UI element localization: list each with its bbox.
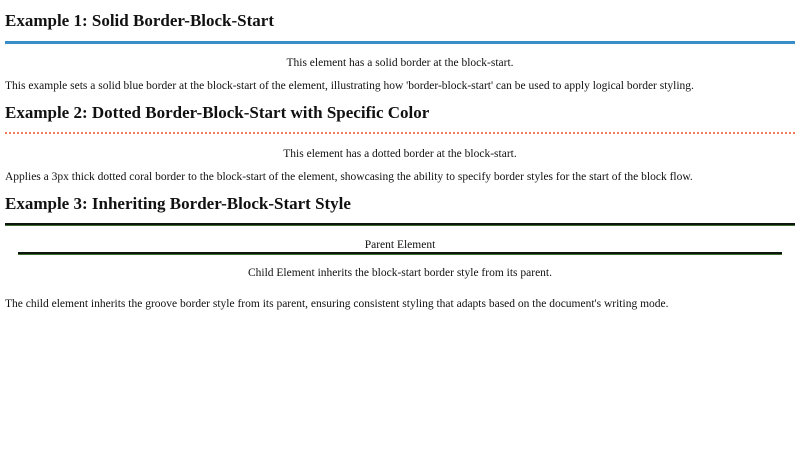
child-element-box — [18, 252, 782, 280]
example-2-description: Applies a 3px thick dotted coral border to the block-start of the element, showcasing the ability to specify border styles for the start of the block flow. — [5, 171, 693, 183]
child-element-text: Child Element inherits the block-start border style from its parent. — [247, 267, 553, 279]
example-3-heading: Example 3: Inheriting Border-Block-Start Style — [5, 194, 351, 213]
parent-element-label: Parent Element — [364, 239, 436, 251]
solid-border-demo-box — [5, 41, 795, 70]
example-3-description: The child element inherits the groove border style from its parent, ensuring consistent styling that adapts based on the document's writing mode. — [5, 298, 669, 310]
solid-border-demo-text: This element has a solid border at the block-start. — [286, 57, 514, 69]
example-1-description: This example sets a solid blue border at the block-start of the element, illustrating how 'border-block-start' can be used to apply logical border styling. — [5, 80, 694, 92]
parent-element-box — [5, 223, 795, 280]
dotted-border-demo-box — [5, 132, 795, 161]
example-2-heading: Example 2: Dotted Border-Block-Start with Specific Color — [5, 103, 430, 122]
example-1-heading: Example 1: Solid Border-Block-Start — [5, 11, 274, 30]
dotted-border-demo-text: This element has a dotted border at the block-start. — [283, 148, 517, 160]
